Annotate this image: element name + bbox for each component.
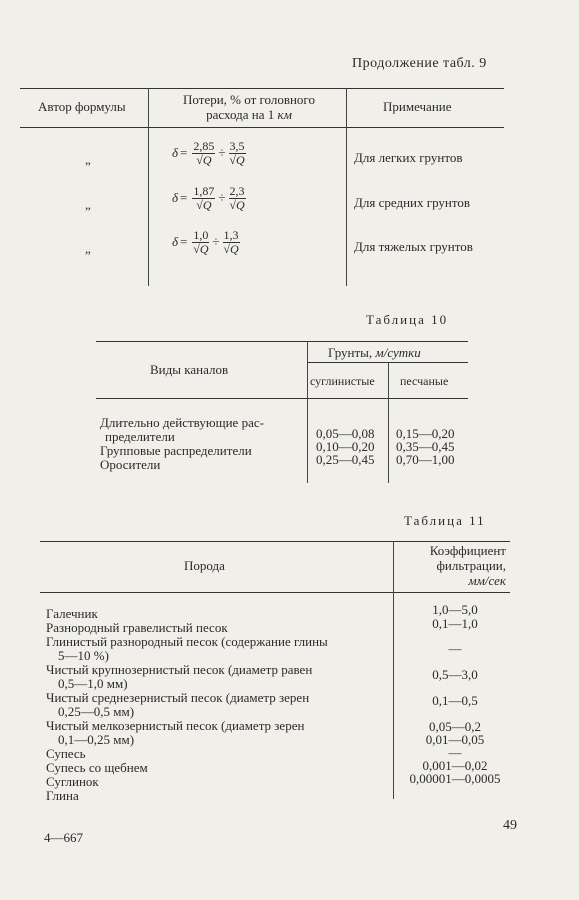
header-sandy: песчаные	[400, 374, 449, 388]
header-channel-kinds: Виды каналов	[150, 362, 229, 377]
ditto-mark: „	[85, 197, 91, 212]
ditto-mark: „	[85, 152, 91, 167]
value-cell: 0,001—0,02	[422, 758, 488, 773]
ditto-mark: „	[85, 241, 91, 256]
table-10-loamy-values	[316, 427, 375, 466]
value-cell: 0,35—0,45	[396, 439, 455, 454]
table-10-title: Таблица 10	[366, 312, 449, 327]
value-cell: 0,25—0,45	[316, 452, 375, 467]
header-loss-line2: расхода на 1 км	[206, 107, 292, 122]
loss-formula: δ = $\frac{1,0}{√Q}$ ÷ $\frac{1,3}{√Q}$	[172, 228, 239, 256]
table-11-top-rule	[40, 541, 510, 542]
page-number: 49	[503, 818, 517, 833]
table-11-divider	[393, 541, 394, 799]
list-item: Чистый крупнозернистый песок (диаметр равен	[46, 662, 313, 677]
fraction: $\frac{1,3}{√Q}$	[223, 228, 239, 256]
list-item: Супесь	[46, 746, 86, 761]
value-cell: 0,1—1,0	[432, 616, 478, 631]
table-row: Длительно действующие рас-	[100, 415, 264, 430]
header-filtration: Коэффициент фильтрации, мм/сек	[400, 543, 506, 588]
table-10-sandy-values	[396, 427, 455, 466]
value-cell: 0,05—0,08	[316, 426, 375, 441]
value-cell: 0,05—0,2	[429, 719, 481, 734]
value-cell: 0,1—0,5	[432, 693, 478, 708]
list-item-cont: 0,1—0,25 мм)	[58, 732, 135, 747]
table-10-divider-2	[388, 362, 389, 483]
note-cell: Для легких грунтов	[354, 150, 463, 165]
value-cell: 0,15—0,20	[396, 426, 455, 441]
list-item-cont: 0,25—0,5 мм)	[58, 704, 135, 719]
table-10-header-rule	[96, 398, 468, 399]
table-9-header-rule	[20, 127, 504, 128]
note-cell: Для средних грунтов	[354, 195, 470, 210]
table-row: Групповые распределители	[100, 443, 252, 458]
list-item: Чистый среднезернистый песок (диаметр зерен	[46, 690, 310, 705]
value-cell: 0,70—1,00	[396, 452, 455, 467]
list-item: Разнородный гравелистый песок	[46, 620, 228, 635]
table-9-top-rule	[20, 88, 504, 89]
list-item: Суглинок	[46, 774, 99, 789]
note-cell: Для тяжелых грунтов	[354, 239, 473, 254]
fraction: $\frac{2,85}{√Q}$	[193, 139, 215, 167]
value-cell: 0,10—0,20	[316, 439, 375, 454]
header-author: Автор формулы	[38, 99, 126, 114]
header-loss-unit: км	[277, 107, 292, 122]
value-cell: 0,00001—0,0005	[409, 771, 501, 786]
table-10-top-rule	[96, 341, 468, 342]
list-item: Галечник	[46, 606, 98, 621]
value-cell: —	[448, 641, 462, 656]
table-11-rock-names	[46, 607, 386, 803]
table-9-divider-2	[346, 88, 347, 286]
value-cell: —	[448, 745, 462, 760]
table-row-cont: пределители	[105, 429, 175, 444]
table-10-divider-1	[307, 341, 308, 483]
table-10-names	[100, 416, 264, 472]
table-row: Оросители	[100, 457, 161, 472]
header-soils-unit: м/сутки	[375, 345, 421, 360]
list-item: Глинистый разнородный песок (содержание глины	[46, 634, 328, 649]
fraction: $\frac{1,87}{√Q}$	[193, 184, 215, 212]
fraction: $\frac{2,3}{√Q}$	[229, 184, 245, 212]
loss-formula: δ = $\frac{2,85}{√Q}$ ÷ $\frac{3,5}{√Q}$	[172, 139, 245, 167]
list-item-cont: 0,5—1,0 мм)	[58, 676, 128, 691]
list-item-cont: 5—10 %)	[58, 648, 109, 663]
list-item: Супесь со щебнем	[46, 760, 148, 775]
list-item: Глина	[46, 788, 79, 803]
fraction: $\frac{3,5}{√Q}$	[229, 139, 245, 167]
value-cell: 1,0—5,0	[432, 602, 478, 617]
header-note: Примечание	[383, 99, 452, 114]
list-item: Чистый мелкозернистый песок (диаметр зерен	[46, 718, 305, 733]
header-rock: Порода	[184, 558, 225, 573]
table-11-header-rule	[40, 592, 510, 593]
header-loss	[160, 92, 338, 122]
header-filtration-unit: мм/сек	[468, 573, 506, 588]
header-soils: Грунты, м/сутки	[328, 345, 421, 360]
loss-formula: δ = $\frac{1,87}{√Q}$ ÷ $\frac{2,3}{√Q}$	[172, 184, 245, 212]
table-9-divider-1	[148, 88, 149, 286]
value-cell: 0,5—3,0	[432, 667, 478, 682]
printer-signature: 4—667	[44, 830, 83, 845]
continuation-label: Продолжение табл. 9	[352, 56, 487, 71]
table-11-title: Таблица 11	[404, 513, 486, 528]
header-loss-line1: Потери, % от головного	[183, 92, 315, 107]
header-loamy: суглинистые	[310, 374, 375, 388]
value-cell: 0,01—0,05	[425, 732, 485, 747]
fraction: $\frac{1,0}{√Q}$	[193, 228, 209, 256]
